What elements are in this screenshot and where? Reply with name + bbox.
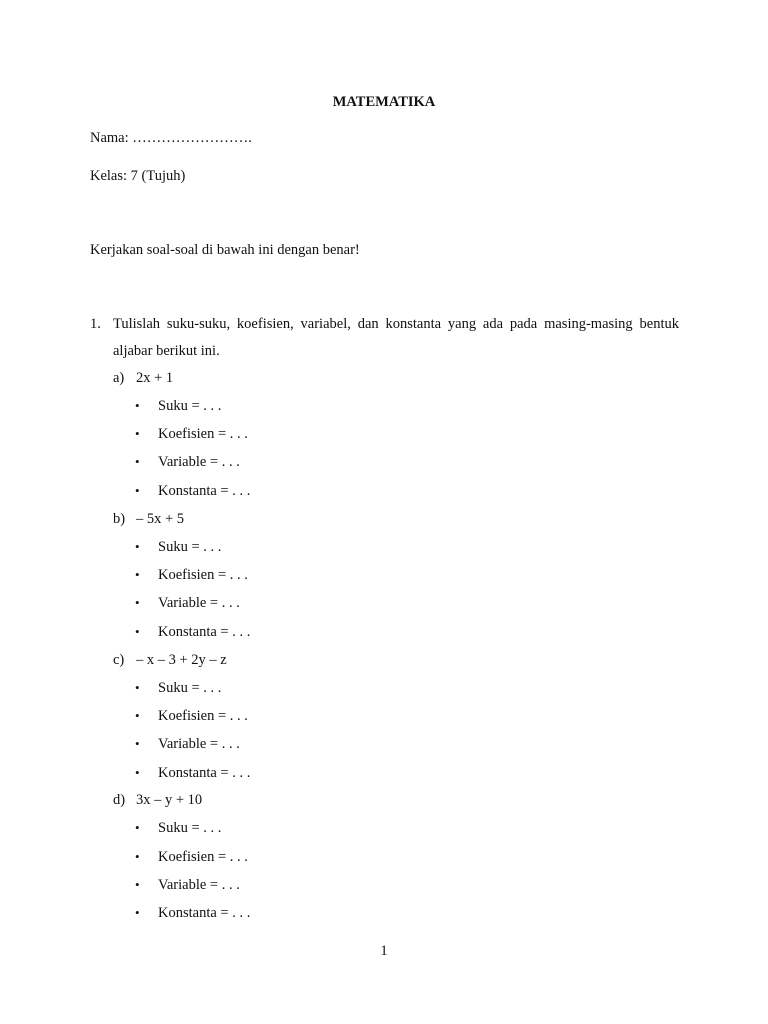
bullet-icon: • xyxy=(135,398,140,413)
page-number: 1 xyxy=(380,943,388,959)
bullet-icon: • xyxy=(135,905,140,920)
bullet-icon: • xyxy=(135,849,140,864)
bullet-icon: • xyxy=(135,426,140,441)
question-text-line1: Tulislah suku-suku, koefisien, variabel, dan konstanta yang ada pada masing-masing bentuk xyxy=(113,316,679,332)
list-item: Variable = . . . xyxy=(158,877,240,893)
bullet-icon: • xyxy=(135,454,140,469)
list-item: Variable = . . . xyxy=(158,595,240,611)
list-item: Koefisien = . . . xyxy=(158,708,248,724)
question-text-line2: aljabar berikut ini. xyxy=(113,343,220,359)
part-letter: d) xyxy=(113,792,126,808)
name-field: Nama: ……………………. xyxy=(90,130,252,146)
instruction-text: Kerjakan soal-soal di bawah ini dengan benar! xyxy=(90,242,360,258)
bullet-icon: • xyxy=(135,877,140,892)
list-item: Suku = . . . xyxy=(158,820,222,836)
bullet-icon: • xyxy=(135,820,140,835)
part-expression: – 5x + 5 xyxy=(136,511,185,527)
bullet-icon: • xyxy=(135,624,140,639)
list-item: Konstanta = . . . xyxy=(158,624,251,640)
part-letter: a) xyxy=(113,370,125,386)
bullet-icon: • xyxy=(135,595,140,610)
bullet-icon: • xyxy=(135,680,140,695)
list-item: Koefisien = . . . xyxy=(158,426,248,442)
part-letter: c) xyxy=(113,652,125,668)
question-number: 1. xyxy=(90,316,101,332)
list-item: Suku = . . . xyxy=(158,539,222,555)
bullet-icon: • xyxy=(135,567,140,582)
part-letter: b) xyxy=(113,511,126,527)
list-item: Variable = . . . xyxy=(158,454,240,470)
bullet-icon: • xyxy=(135,736,140,751)
bullet-icon: • xyxy=(135,765,140,780)
list-item: Suku = . . . xyxy=(158,398,222,414)
page-title: MATEMATIKA xyxy=(332,94,436,110)
part-expression: – x – 3 + 2y – z xyxy=(136,652,227,668)
list-item: Koefisien = . . . xyxy=(158,567,248,583)
list-item: Konstanta = . . . xyxy=(158,483,251,499)
list-item: Koefisien = . . . xyxy=(158,849,248,865)
bullet-icon: • xyxy=(135,539,140,554)
list-item: Suku = . . . xyxy=(158,680,222,696)
bullet-icon: • xyxy=(135,708,140,723)
part-expression: 3x – y + 10 xyxy=(136,792,203,808)
part-expression: 2x + 1 xyxy=(136,370,174,386)
class-field: Kelas: 7 (Tujuh) xyxy=(90,168,186,184)
list-item: Konstanta = . . . xyxy=(158,765,251,781)
bullet-icon: • xyxy=(135,483,140,498)
list-item: Konstanta = . . . xyxy=(158,905,251,921)
list-item: Variable = . . . xyxy=(158,736,240,752)
